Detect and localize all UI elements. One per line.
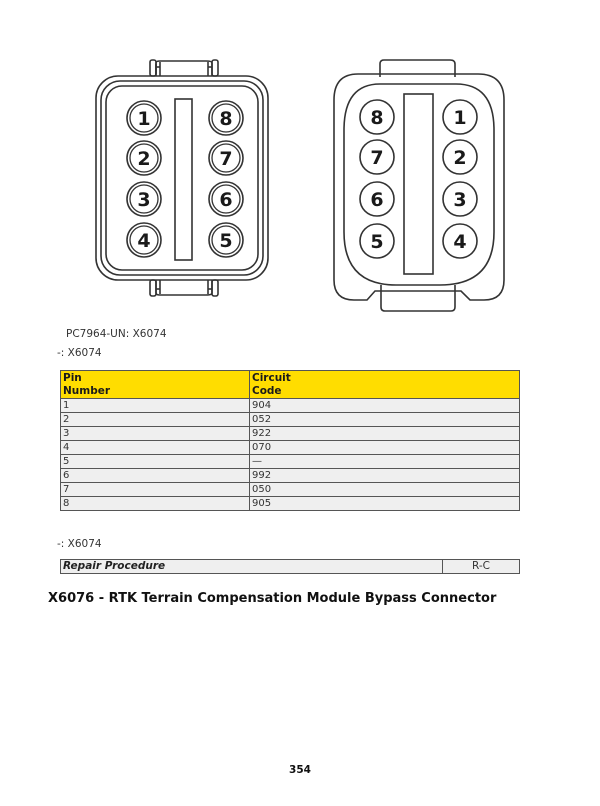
repair-procedure-label: Repair Procedure <box>61 560 443 574</box>
table-row <box>61 399 520 413</box>
pin-7 <box>209 141 243 175</box>
table-row <box>61 469 520 483</box>
pin-cell: 5 <box>61 455 250 469</box>
pin-label: 6 <box>370 189 384 211</box>
pin-label: 2 <box>453 147 467 169</box>
pin-label: 7 <box>219 148 233 170</box>
pin-2 <box>127 141 161 175</box>
table-row <box>61 427 520 441</box>
pin-label: 4 <box>137 230 151 252</box>
pin-label: 1 <box>453 107 467 129</box>
header-text: Pin <box>63 372 82 384</box>
left-connector-view <box>96 60 268 296</box>
pin-1 <box>127 101 161 135</box>
table-row <box>61 455 520 469</box>
pin-label: 3 <box>137 189 151 211</box>
code-cell: 052 <box>250 413 520 427</box>
header-text: Circuit <box>252 372 291 384</box>
header-text: Number <box>63 384 111 397</box>
pin-label: 4 <box>453 231 467 253</box>
page-number: 354 <box>289 764 311 776</box>
section-title: X6076 - RTK Terrain Compensation Module Bypass Connector <box>48 591 497 606</box>
pin-label: 8 <box>370 107 384 129</box>
pin-table-caption: -: X6074 <box>57 347 102 359</box>
right-connector-view <box>334 60 504 311</box>
pin-cell: 6 <box>61 469 250 483</box>
pin-circuit-table <box>60 370 520 511</box>
pin-cell: 1 <box>61 399 250 413</box>
pin-label: 2 <box>137 148 151 170</box>
pin-label: 1 <box>137 108 151 130</box>
table-row <box>61 497 520 511</box>
pin-4 <box>443 224 477 258</box>
connector-diagram <box>0 0 600 320</box>
pin-5 <box>360 224 394 258</box>
header-text: Code <box>252 384 282 397</box>
pin-3 <box>127 182 161 216</box>
pin-label: 8 <box>219 108 233 130</box>
pin-cell: 2 <box>61 413 250 427</box>
pin-1 <box>443 100 477 134</box>
pin-cell: 3 <box>61 427 250 441</box>
repair-procedure-value: R-C <box>443 560 520 574</box>
pin-label: 6 <box>219 189 233 211</box>
repair-procedure-table <box>60 559 520 574</box>
table-row <box>61 560 520 574</box>
pin-label: 5 <box>219 230 233 252</box>
pin-6 <box>209 182 243 216</box>
table-row <box>61 483 520 497</box>
code-cell: 922 <box>250 427 520 441</box>
pin-6 <box>360 182 394 216</box>
code-cell: 992 <box>250 469 520 483</box>
pin-cell: 8 <box>61 497 250 511</box>
pin-cell: 7 <box>61 483 250 497</box>
table-header-row <box>61 371 520 399</box>
pin-7 <box>360 140 394 174</box>
figure-caption: PC7964-UN: X6074 <box>66 328 167 340</box>
code-cell: 050 <box>250 483 520 497</box>
table-row <box>61 413 520 427</box>
repair-table-caption: -: X6074 <box>57 538 102 550</box>
pin-label: 3 <box>453 189 467 211</box>
header-circuit-code <box>250 371 520 399</box>
table-row <box>61 441 520 455</box>
pin-8 <box>360 100 394 134</box>
code-cell: 905 <box>250 497 520 511</box>
pin-3 <box>443 182 477 216</box>
pin-4 <box>127 223 161 257</box>
code-cell: — <box>250 455 520 469</box>
pin-cell: 4 <box>61 441 250 455</box>
pin-5 <box>209 223 243 257</box>
code-cell: 070 <box>250 441 520 455</box>
pin-8 <box>209 101 243 135</box>
pin-label: 7 <box>370 147 384 169</box>
header-pin-number <box>61 371 250 399</box>
pin-2 <box>443 140 477 174</box>
pin-label: 5 <box>370 231 384 253</box>
code-cell: 904 <box>250 399 520 413</box>
